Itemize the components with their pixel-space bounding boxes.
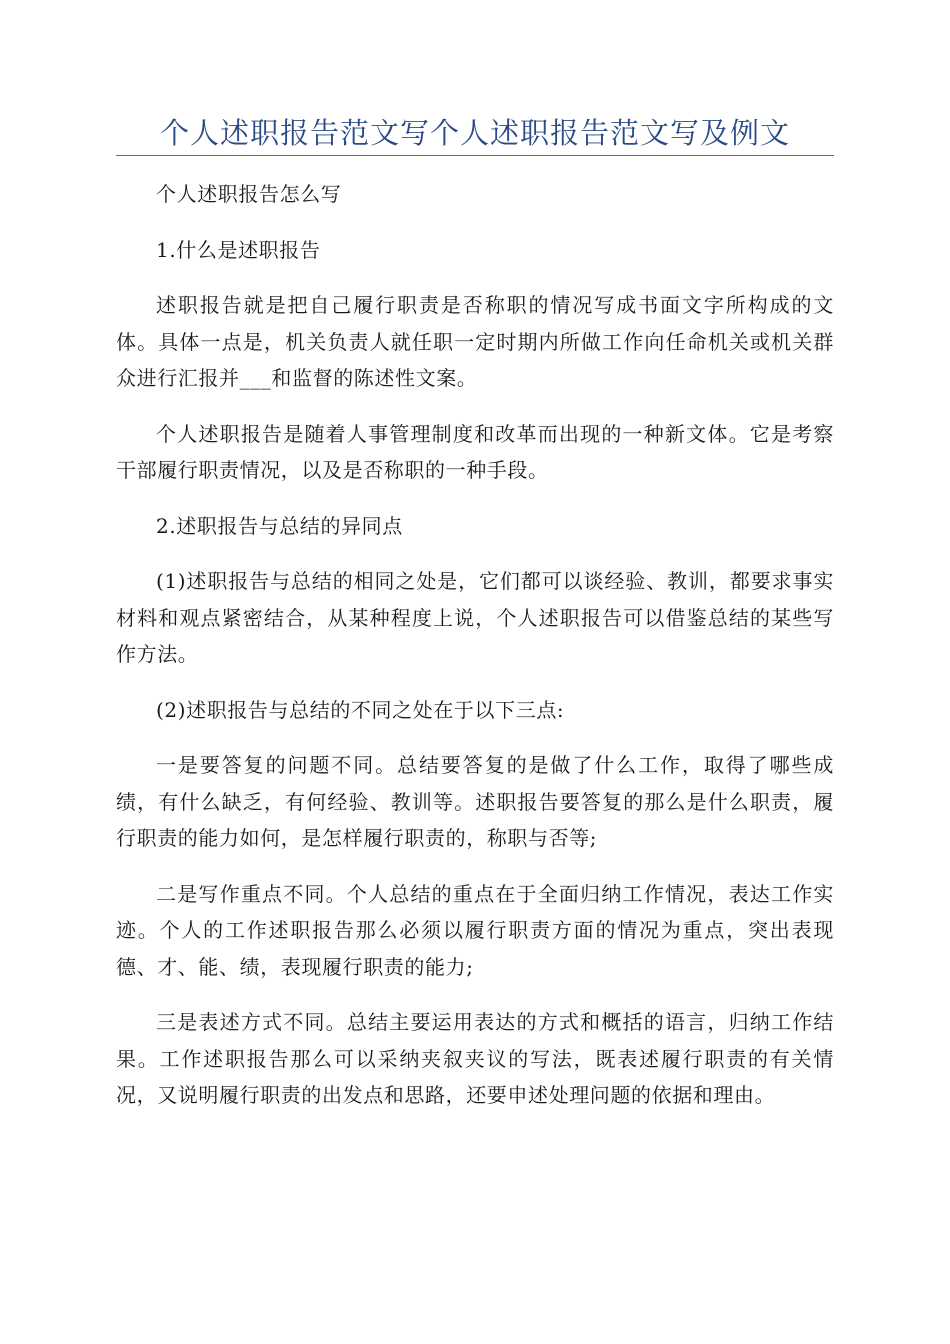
paragraph-heading-how-to-write: 个人述职报告怎么写 (156, 182, 342, 206)
paragraph-difference-two: 二是写作重点不同。个人总结的重点在于全面归纳工作情况，表达工作实迹。个人的工作述职报告那么必须以履行职责方面的情况为重点，突出表现德、才、能、绩，表现履行职责的能力; (116, 881, 834, 979)
title-underline (116, 155, 834, 156)
paragraph-definition: 述职报告就是把自己履行职责是否称职的情况写成书面文字所构成的文体。具体一点是，机关负责人就任职一定时期内所做工作向任命机关或机关群众进行汇报并___和监督的陈述性文案。 (116, 293, 834, 390)
paragraph-difference-one: 一是要答复的问题不同。总结要答复的是做了什么工作，取得了哪些成绩，有什么缺乏，有何经验、教训等。述职报告要答复的那么是什么职责，履行职责的能力如何，是怎样履行职责的，称职与否等; (116, 753, 834, 850)
paragraph-section-1-heading: 1.什么是述职报告 (156, 237, 321, 262)
paragraph-difference-three: 三是表述方式不同。总结主要运用表达的方式和概括的语言，归纳工作结果。工作述职报告那么可以采纳夹叙夹议的写法，既表述履行职责的有关情况，又说明履行职责的出发点和思路，还要申述处理问题的依据和理由。 (116, 1010, 834, 1107)
paragraph-new-genre: 个人述职报告是随着人事管理制度和改革而出现的一种新文体。它是考察干部履行职责情况，以及是否称职的一种手段。 (116, 421, 834, 482)
paragraph-differences-intro: (2)述职报告与总结的不同之处在于以下三点: (156, 697, 565, 722)
page-title: 个人述职报告范文写个人述职报告范文写及例文 (159, 116, 790, 150)
document-body (116, 176, 834, 1133)
paragraph-section-2-heading: 2.述职报告与总结的异同点 (156, 513, 403, 538)
paragraph-similarities: (1)述职报告与总结的相同之处是，它们都可以谈经验、教训，都要求事实材料和观点紧密结合，从某种程度上说，个人述职报告可以借鉴总结的某些写作方法。 (116, 569, 834, 666)
